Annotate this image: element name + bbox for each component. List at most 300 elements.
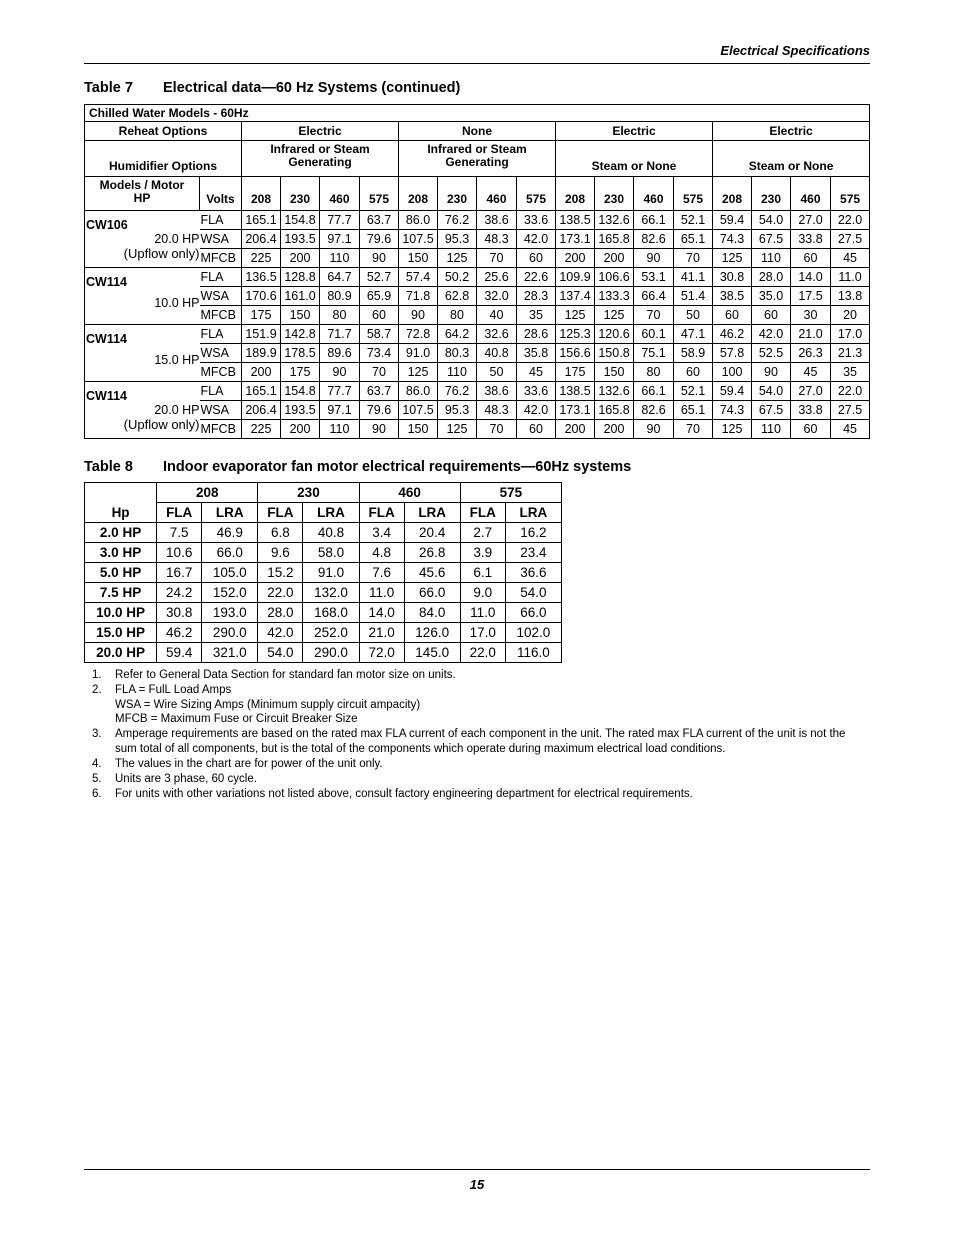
value-cell: 193.5 xyxy=(281,401,320,420)
value-cell: 200 xyxy=(595,420,634,439)
value-cell: 116.0 xyxy=(505,643,561,663)
value-cell: 110 xyxy=(438,363,477,382)
value-cell: 70 xyxy=(674,420,713,439)
value-cell: 24.2 xyxy=(157,583,202,603)
volts-label: Volts xyxy=(200,177,242,211)
value-cell: 64.7 xyxy=(320,268,360,287)
model-hp-block xyxy=(85,325,200,381)
table7-data-row xyxy=(85,363,870,382)
value-cell: 225 xyxy=(242,420,281,439)
value-cell: 156.6 xyxy=(556,344,595,363)
value-cell: 82.6 xyxy=(634,230,674,249)
row-type-label: WSA xyxy=(200,287,242,306)
table7-data-row xyxy=(85,287,870,306)
value-cell: 38.5 xyxy=(713,287,752,306)
value-cell: 125 xyxy=(595,306,634,325)
value-cell: 125 xyxy=(713,420,752,439)
value-cell: 21.3 xyxy=(831,344,870,363)
voltage-header: 575 xyxy=(460,483,561,503)
value-cell: 165.8 xyxy=(595,230,634,249)
value-cell: 14.0 xyxy=(359,603,404,623)
value-cell: 40.8 xyxy=(477,344,517,363)
value-cell: 60 xyxy=(360,306,399,325)
value-cell: 26.8 xyxy=(404,543,460,563)
value-cell: 50 xyxy=(674,306,713,325)
value-cell: 95.3 xyxy=(438,401,477,420)
voltage-header: 575 xyxy=(517,177,556,211)
value-cell: 52.1 xyxy=(674,211,713,230)
table7-data-row xyxy=(85,249,870,268)
value-cell: 2.7 xyxy=(460,523,505,543)
table7-data-row xyxy=(85,382,870,401)
value-cell: 151.9 xyxy=(242,325,281,344)
subheader-lra: LRA xyxy=(202,503,258,523)
footnote-5 xyxy=(92,772,867,787)
value-cell: 154.8 xyxy=(281,211,320,230)
value-cell: 51.4 xyxy=(674,287,713,306)
reheat-option-3: Electric xyxy=(713,122,870,141)
value-cell: 110 xyxy=(752,420,791,439)
footnote-line: FLA = FulL Load Amps xyxy=(115,684,232,696)
table7-group-title: Chilled Water Models - 60Hz xyxy=(85,105,870,122)
motor-hp: 15.0 HP xyxy=(154,353,200,367)
value-cell: 132.0 xyxy=(303,583,359,603)
value-cell: 73.4 xyxy=(360,344,399,363)
value-cell: 76.2 xyxy=(438,382,477,401)
value-cell: 7.5 xyxy=(157,523,202,543)
reheat-option-2: Electric xyxy=(556,122,713,141)
value-cell: 90 xyxy=(320,363,360,382)
model-hp-cell xyxy=(85,211,200,268)
subheader-lra: LRA xyxy=(303,503,359,523)
voltage-header: 230 xyxy=(752,177,791,211)
table7-electrical-data xyxy=(84,104,870,439)
row-type-label: MFCB xyxy=(200,363,242,382)
value-cell: 33.6 xyxy=(517,382,556,401)
value-cell: 109.9 xyxy=(556,268,595,287)
subheader-fla: FLA xyxy=(157,503,202,523)
value-cell: 58.7 xyxy=(360,325,399,344)
value-cell: 9.0 xyxy=(460,583,505,603)
value-cell: 65.1 xyxy=(674,401,713,420)
table7-data-row xyxy=(85,306,870,325)
upflow-note: (Upflow only) xyxy=(123,246,200,261)
table7-caption xyxy=(84,80,460,96)
value-cell: 63.7 xyxy=(360,211,399,230)
row-type-label: MFCB xyxy=(200,420,242,439)
voltage-header: 460 xyxy=(320,177,360,211)
value-cell: 67.5 xyxy=(752,401,791,420)
value-cell: 290.0 xyxy=(303,643,359,663)
value-cell: 170.6 xyxy=(242,287,281,306)
value-cell: 50.2 xyxy=(438,268,477,287)
voltage-header: 230 xyxy=(258,483,359,503)
table8-voltage-row xyxy=(85,483,562,503)
value-cell: 59.4 xyxy=(713,211,752,230)
voltage-header: 230 xyxy=(281,177,320,211)
table7-data-row xyxy=(85,268,870,287)
value-cell: 46.2 xyxy=(157,623,202,643)
value-cell: 54.0 xyxy=(258,643,303,663)
value-cell: 42.0 xyxy=(258,623,303,643)
value-cell: 178.5 xyxy=(281,344,320,363)
running-header-title: Electrical Specifications xyxy=(720,43,870,58)
humidifier-options-label: Humidifier Options xyxy=(85,141,242,177)
value-cell: 86.0 xyxy=(399,382,438,401)
row-type-label: FLA xyxy=(200,382,242,401)
reheat-options-label: Reheat Options xyxy=(85,122,242,141)
value-cell: 28.6 xyxy=(517,325,556,344)
value-cell: 16.7 xyxy=(157,563,202,583)
value-cell: 30 xyxy=(791,306,831,325)
value-cell: 80 xyxy=(438,306,477,325)
value-cell: 60 xyxy=(713,306,752,325)
value-cell: 200 xyxy=(281,420,320,439)
value-cell: 65.9 xyxy=(360,287,399,306)
row-type-label: FLA xyxy=(200,268,242,287)
row-type-label: WSA xyxy=(200,401,242,420)
value-cell: 27.5 xyxy=(831,230,870,249)
value-cell: 32.0 xyxy=(477,287,517,306)
footnote-number: 6. xyxy=(92,787,102,800)
voltage-header: 460 xyxy=(791,177,831,211)
value-cell: 6.8 xyxy=(258,523,303,543)
subheader-fla: FLA xyxy=(460,503,505,523)
value-cell: 42.0 xyxy=(517,230,556,249)
value-cell: 58.0 xyxy=(303,543,359,563)
value-cell: 200 xyxy=(595,249,634,268)
value-cell: 154.8 xyxy=(281,382,320,401)
model-hp-cell xyxy=(85,268,200,325)
footnotes xyxy=(92,668,867,802)
value-cell: 21.0 xyxy=(791,325,831,344)
value-cell: 66.0 xyxy=(505,603,561,623)
footnote-text xyxy=(115,772,867,787)
value-cell: 107.5 xyxy=(399,401,438,420)
value-cell: 30.8 xyxy=(157,603,202,623)
value-cell: 200 xyxy=(281,249,320,268)
value-cell: 165.8 xyxy=(595,401,634,420)
models-motor-hp-label: Models / Motor HP xyxy=(85,177,200,211)
value-cell: 48.3 xyxy=(477,230,517,249)
table7-data-row xyxy=(85,401,870,420)
value-cell: 102.0 xyxy=(505,623,561,643)
table7-title-row xyxy=(85,105,870,122)
footnote-line: The values in the chart are for power of the unit only. xyxy=(115,757,383,770)
table7-data-row xyxy=(85,211,870,230)
value-cell: 74.3 xyxy=(713,230,752,249)
table8-data-row xyxy=(85,583,562,603)
value-cell: 150.8 xyxy=(595,344,634,363)
value-cell: 13.8 xyxy=(831,287,870,306)
value-cell: 79.6 xyxy=(360,401,399,420)
table7-data-row xyxy=(85,325,870,344)
value-cell: 33.8 xyxy=(791,401,831,420)
value-cell: 21.0 xyxy=(359,623,404,643)
value-cell: 105.0 xyxy=(202,563,258,583)
value-cell: 52.1 xyxy=(674,382,713,401)
value-cell: 100 xyxy=(713,363,752,382)
value-cell: 74.3 xyxy=(713,401,752,420)
footnote-line: For units with other variations not listed above, consult factory engineering department for electrical requirements. xyxy=(115,787,693,800)
row-type-label: MFCB xyxy=(200,249,242,268)
value-cell: 193.5 xyxy=(281,230,320,249)
footnote-text xyxy=(115,668,867,683)
value-cell: 57.8 xyxy=(713,344,752,363)
footnote-number: 3. xyxy=(92,728,102,740)
table7-number: Table 7 xyxy=(84,80,133,96)
voltage-header: 460 xyxy=(477,177,517,211)
value-cell: 52.7 xyxy=(360,268,399,287)
voltage-header: 230 xyxy=(595,177,634,211)
footer-rule xyxy=(84,1169,870,1170)
value-cell: 10.6 xyxy=(157,543,202,563)
value-cell: 145.0 xyxy=(404,643,460,663)
model-name: CW106 xyxy=(86,218,128,232)
value-cell: 64.2 xyxy=(438,325,477,344)
value-cell: 22.6 xyxy=(517,268,556,287)
value-cell: 17.0 xyxy=(460,623,505,643)
value-cell: 50 xyxy=(477,363,517,382)
value-cell: 66.1 xyxy=(634,382,674,401)
value-cell: 60.1 xyxy=(634,325,674,344)
value-cell: 60 xyxy=(752,306,791,325)
table7-data-row xyxy=(85,230,870,249)
value-cell: 125 xyxy=(713,249,752,268)
footnote-number: 4. xyxy=(92,757,102,770)
value-cell: 65.1 xyxy=(674,230,713,249)
table8-caption xyxy=(84,459,631,475)
value-cell: 25.6 xyxy=(477,268,517,287)
value-cell: 72.8 xyxy=(399,325,438,344)
value-cell: 66.4 xyxy=(634,287,674,306)
value-cell: 77.7 xyxy=(320,382,360,401)
value-cell: 35.0 xyxy=(752,287,791,306)
footnote-1 xyxy=(92,668,867,683)
table7-voltage-header-row xyxy=(85,177,870,211)
value-cell: 53.1 xyxy=(634,268,674,287)
value-cell: 225 xyxy=(242,249,281,268)
model-hp-cell xyxy=(85,382,200,439)
value-cell: 150 xyxy=(595,363,634,382)
value-cell: 40.8 xyxy=(303,523,359,543)
value-cell: 206.4 xyxy=(242,401,281,420)
row-type-label: FLA xyxy=(200,325,242,344)
table8-data-row xyxy=(85,563,562,583)
humidifier-option-0: Infrared or Steam Generating xyxy=(242,141,399,177)
table7-title: Electrical data—60 Hz Systems (continued) xyxy=(163,80,461,96)
value-cell: 60 xyxy=(517,249,556,268)
footnote-line: Refer to General Data Section for standard fan motor size on units. xyxy=(115,669,456,681)
row-type-label: WSA xyxy=(200,344,242,363)
value-cell: 200 xyxy=(556,249,595,268)
value-cell: 63.7 xyxy=(360,382,399,401)
table8-data-row xyxy=(85,523,562,543)
value-cell: 33.6 xyxy=(517,211,556,230)
value-cell: 14.0 xyxy=(791,268,831,287)
value-cell: 66.0 xyxy=(202,543,258,563)
value-cell: 27.0 xyxy=(791,211,831,230)
value-cell: 33.8 xyxy=(791,230,831,249)
value-cell: 67.5 xyxy=(752,230,791,249)
table8-data-row xyxy=(85,623,562,643)
humidifier-option-1: Infrared or Steam Generating xyxy=(399,141,556,177)
value-cell: 59.4 xyxy=(157,643,202,663)
value-cell: 126.0 xyxy=(404,623,460,643)
value-cell: 17.0 xyxy=(831,325,870,344)
header-rule xyxy=(84,63,870,64)
value-cell: 46.2 xyxy=(713,325,752,344)
footnote-4 xyxy=(92,757,867,772)
value-cell: 321.0 xyxy=(202,643,258,663)
value-cell: 110 xyxy=(752,249,791,268)
value-cell: 60 xyxy=(791,249,831,268)
hp-cell: 15.0 HP xyxy=(85,623,157,643)
value-cell: 70 xyxy=(477,249,517,268)
footnote-text xyxy=(115,683,867,727)
model-name: CW114 xyxy=(86,389,127,403)
value-cell: 7.6 xyxy=(359,563,404,583)
voltage-header: 460 xyxy=(634,177,674,211)
value-cell: 35.8 xyxy=(517,344,556,363)
value-cell: 59.4 xyxy=(713,382,752,401)
value-cell: 45.6 xyxy=(404,563,460,583)
value-cell: 47.1 xyxy=(674,325,713,344)
value-cell: 95.3 xyxy=(438,230,477,249)
model-hp-block xyxy=(85,211,200,267)
voltage-header: 575 xyxy=(674,177,713,211)
motor-hp: 20.0 HP xyxy=(154,232,200,246)
value-cell: 90 xyxy=(634,420,674,439)
subheader-lra: LRA xyxy=(505,503,561,523)
value-cell: 125 xyxy=(399,363,438,382)
value-cell: 206.4 xyxy=(242,230,281,249)
table8-data-row xyxy=(85,643,562,663)
value-cell: 3.9 xyxy=(460,543,505,563)
value-cell: 91.0 xyxy=(399,344,438,363)
table8-number: Table 8 xyxy=(84,459,133,475)
value-cell: 58.9 xyxy=(674,344,713,363)
value-cell: 125 xyxy=(438,249,477,268)
value-cell: 38.6 xyxy=(477,211,517,230)
value-cell: 22.0 xyxy=(460,643,505,663)
value-cell: 173.1 xyxy=(556,401,595,420)
footnote-text xyxy=(115,787,867,802)
value-cell: 11.0 xyxy=(460,603,505,623)
value-cell: 120.6 xyxy=(595,325,634,344)
value-cell: 42.0 xyxy=(752,325,791,344)
value-cell: 175 xyxy=(556,363,595,382)
footnote-line: MFCB = Maximum Fuse or Circuit Breaker Size xyxy=(115,713,358,725)
value-cell: 189.9 xyxy=(242,344,281,363)
value-cell: 54.0 xyxy=(752,382,791,401)
value-cell: 90 xyxy=(634,249,674,268)
value-cell: 60 xyxy=(791,420,831,439)
value-cell: 23.4 xyxy=(505,543,561,563)
value-cell: 71.7 xyxy=(320,325,360,344)
footnote-number: 5. xyxy=(92,772,102,785)
value-cell: 20 xyxy=(831,306,870,325)
value-cell: 45 xyxy=(517,363,556,382)
value-cell: 27.5 xyxy=(831,401,870,420)
value-cell: 133.3 xyxy=(595,287,634,306)
value-cell: 152.0 xyxy=(202,583,258,603)
value-cell: 11.0 xyxy=(831,268,870,287)
table8-data-row xyxy=(85,543,562,563)
voltage-header: 575 xyxy=(831,177,870,211)
value-cell: 46.9 xyxy=(202,523,258,543)
value-cell: 150 xyxy=(281,306,320,325)
row-type-label: WSA xyxy=(200,230,242,249)
value-cell: 22.0 xyxy=(831,382,870,401)
value-cell: 41.1 xyxy=(674,268,713,287)
value-cell: 90 xyxy=(360,420,399,439)
value-cell: 165.1 xyxy=(242,382,281,401)
row-type-label: FLA xyxy=(200,211,242,230)
hp-cell: 2.0 HP xyxy=(85,523,157,543)
table7-humidifier-row xyxy=(85,141,870,177)
humidifier-option-2: Steam or None xyxy=(556,141,713,177)
value-cell: 175 xyxy=(242,306,281,325)
footnote-2 xyxy=(92,683,867,727)
value-cell: 72.0 xyxy=(359,643,404,663)
value-cell: 45 xyxy=(831,420,870,439)
page-number: 15 xyxy=(469,1177,485,1192)
value-cell: 165.1 xyxy=(242,211,281,230)
value-cell: 42.0 xyxy=(517,401,556,420)
value-cell: 91.0 xyxy=(303,563,359,583)
value-cell: 173.1 xyxy=(556,230,595,249)
value-cell: 22.0 xyxy=(831,211,870,230)
value-cell: 35 xyxy=(831,363,870,382)
value-cell: 79.6 xyxy=(360,230,399,249)
footnote-line: Amperage requirements are based on the rated max FLA current of each component in the unit. The rated max FLA current of the unit is not the sum total of all components, but is the total of the components which operate during maximum electrical load conditions. xyxy=(115,728,846,755)
value-cell: 290.0 xyxy=(202,623,258,643)
value-cell: 36.6 xyxy=(505,563,561,583)
value-cell: 66.1 xyxy=(634,211,674,230)
humidifier-option-3: Steam or None xyxy=(713,141,870,177)
motor-hp: 20.0 HP xyxy=(154,403,200,417)
value-cell: 125 xyxy=(556,306,595,325)
value-cell: 60 xyxy=(674,363,713,382)
value-cell: 16.2 xyxy=(505,523,561,543)
value-cell: 4.8 xyxy=(359,543,404,563)
hp-cell: 10.0 HP xyxy=(85,603,157,623)
value-cell: 17.5 xyxy=(791,287,831,306)
value-cell: 77.7 xyxy=(320,211,360,230)
value-cell: 80 xyxy=(634,363,674,382)
value-cell: 161.0 xyxy=(281,287,320,306)
value-cell: 66.0 xyxy=(404,583,460,603)
value-cell: 71.8 xyxy=(399,287,438,306)
value-cell: 28.0 xyxy=(258,603,303,623)
value-cell: 35 xyxy=(517,306,556,325)
value-cell: 128.8 xyxy=(281,268,320,287)
value-cell: 138.5 xyxy=(556,211,595,230)
value-cell: 84.0 xyxy=(404,603,460,623)
value-cell: 89.6 xyxy=(320,344,360,363)
value-cell: 60 xyxy=(517,420,556,439)
hp-cell: 5.0 HP xyxy=(85,563,157,583)
hp-cell: 3.0 HP xyxy=(85,543,157,563)
model-hp-block xyxy=(85,382,200,438)
reheat-option-0: Electric xyxy=(242,122,399,141)
footnote-number: 1. xyxy=(92,669,102,681)
subheader-lra: LRA xyxy=(404,503,460,523)
value-cell: 150 xyxy=(399,249,438,268)
model-name: CW114 xyxy=(86,332,127,346)
footnote-text xyxy=(115,757,867,772)
